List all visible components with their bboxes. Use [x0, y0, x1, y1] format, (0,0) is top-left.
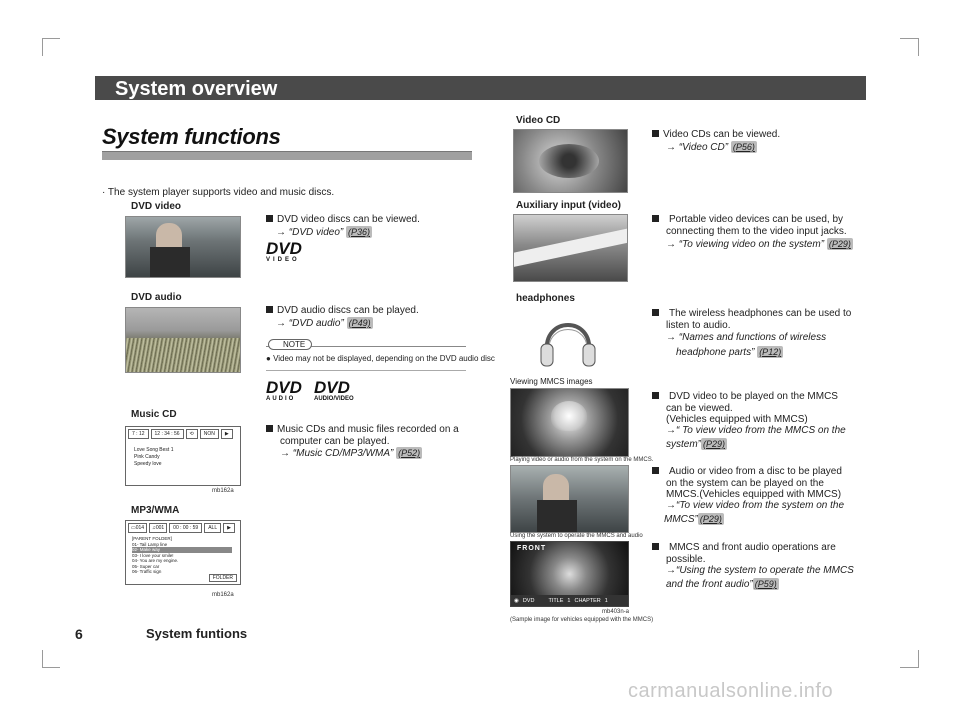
dvd-source: DVD	[522, 597, 535, 604]
play-icon: ▶	[221, 429, 233, 439]
mode-box: NON	[200, 429, 219, 439]
list-item: 02- Make way	[132, 547, 232, 553]
mmcs-label: Viewing MMCS images	[510, 377, 593, 386]
list-item: 01- Tail Lamp line	[132, 541, 168, 547]
parent-folder: [PARENT FOLDER]	[132, 536, 172, 541]
mmcs-caption-3: (Sample image for vehicles equipped with the MMCS)	[510, 617, 654, 623]
cd-line: Speedy love	[134, 461, 162, 467]
note-text: ● Video may not be displayed, depending on the DVD audio disc	[266, 354, 495, 363]
dvd-audio-ref: → “DVD audio” (P49)	[276, 318, 371, 329]
title-label: TITLE	[548, 597, 564, 604]
music-cd-label: Music CD	[131, 409, 177, 420]
video-cd-image	[513, 129, 628, 193]
dvd-audio-label: DVD audio	[131, 292, 182, 303]
chapter-number: 1	[604, 597, 608, 604]
mmcs-bullet-1: DVD video to be played on the MMCS	[652, 391, 838, 403]
mmcs-caption-1: Playing video or audio from the system on the MMCS.	[510, 457, 654, 463]
mmcs-bullet-1-ref-2: system” (P29)	[666, 439, 726, 450]
crop-mark	[918, 650, 919, 668]
mode-box: ALL	[204, 523, 221, 533]
intro-text: · The system player supports video and music discs.	[102, 187, 335, 198]
crop-mark	[42, 650, 43, 668]
cd-line: Pink Candy	[134, 454, 160, 460]
repeat-icon: ⟲	[186, 429, 198, 439]
aux-ref: → “To viewing video on the system” (P29)	[666, 239, 851, 250]
headphones-ref-2: headphone parts” (P12)	[676, 347, 782, 358]
headphones-image	[533, 306, 603, 372]
crop-mark	[42, 667, 60, 668]
headphones-desc-2: listen to audio.	[666, 320, 731, 331]
page-number: 6	[75, 626, 83, 642]
mmcs-bullet-2-ref-2: MMCS” (P29)	[664, 514, 722, 525]
dvd-video-logo: DVD VIDEO	[266, 239, 302, 263]
video-cd-ref: → “Video CD” (P56)	[666, 142, 755, 153]
list-item: 06- Traffic sign	[132, 569, 162, 574]
dvd-video-label: DVD video	[131, 201, 182, 212]
mmcs-bullet-2-ref: →“To view video from the system on the	[666, 500, 845, 511]
headphones-ref: → “Names and functions of wireless	[666, 332, 827, 343]
aux-label: Auxiliary input (video)	[516, 200, 622, 211]
music-cd-code: mb162a	[212, 488, 234, 494]
music-cd-desc-2: computer can be played.	[280, 436, 390, 447]
aux-desc-2: connecting them to the video input jacks.	[666, 226, 847, 237]
mmcs-bullet-3-line: possible.	[666, 554, 706, 565]
aux-image	[513, 214, 628, 282]
note-badge: NOTE	[268, 339, 312, 350]
watermark[interactable]: carmanualsonline.info	[628, 680, 834, 702]
front-label: FRONT	[517, 545, 547, 552]
mp3-screen	[125, 520, 241, 585]
section-title: System functions	[102, 124, 281, 149]
headphones-desc: The wireless headphones can be used to	[652, 308, 851, 320]
dvd-video-image	[125, 216, 241, 278]
dvd-audio-image	[125, 307, 241, 373]
crop-mark	[42, 38, 60, 39]
dvd-audio-logo: DVD AUDIO	[266, 378, 302, 402]
mmcs-bullet-3-ref: →“Using the system to operate the MMCS	[666, 565, 854, 576]
mp3-label: MP3/WMA	[131, 505, 180, 516]
mmcs-screen	[510, 541, 629, 607]
dvd-audio-desc: DVD audio discs can be played.	[266, 305, 419, 317]
section-rule	[102, 151, 472, 160]
page-header-title: System overview	[115, 78, 278, 100]
video-cd-label: Video CD	[516, 115, 561, 126]
dvd-video-ref: → “DVD video” (P36)	[276, 227, 371, 238]
list-item: 03- I love your smile!	[132, 552, 174, 558]
mmcs-bullet-2: Audio or video from a disc to be played	[652, 466, 842, 478]
mmcs-image-2	[510, 465, 629, 533]
list-item: 05- Super car	[132, 563, 160, 569]
dvd-video-desc: DVD video discs can be viewed.	[266, 214, 420, 226]
music-cd-desc: Music CDs and music files recorded on a	[266, 424, 459, 436]
folder-count: ▭014	[128, 523, 147, 533]
title-number: 1	[567, 597, 571, 604]
mmcs-image-1	[510, 388, 629, 457]
list-item: 04- You are my engine.	[132, 558, 179, 563]
note-bottom-rule	[266, 370, 466, 371]
headphones-label: headphones	[516, 293, 575, 304]
music-cd-screen	[125, 426, 241, 486]
mmcs-bullet-2-line: on the system can be played on the	[666, 478, 824, 489]
chapter-label: CHAPTER	[574, 597, 601, 604]
cd-line: Love Song Best 1	[134, 447, 174, 453]
crop-mark	[918, 38, 919, 56]
time-box: 00 : 00 : 59	[169, 523, 202, 533]
play-icon: ▶	[223, 523, 235, 533]
aux-desc: Portable video devices can be used, by	[652, 214, 843, 226]
crop-mark	[900, 667, 918, 668]
mmcs-bullet-1-line: can be viewed.	[666, 403, 733, 414]
mmcs-bullet-3: MMCS and front audio operations are	[652, 542, 836, 554]
video-cd-desc: Video CDs can be viewed.	[652, 129, 780, 141]
crop-mark	[42, 38, 43, 56]
mp3-code: mb162a	[212, 592, 234, 598]
mmcs-bullet-1-ref: →“ To view video from the MMCS on the	[666, 425, 846, 436]
footer-title: System funtions	[146, 626, 248, 641]
mmcs-bullet-1-line: (Vehicles equipped with MMCS)	[666, 414, 808, 425]
file-count: ♫001	[149, 523, 167, 533]
mmcs-bullet-2-line: MMCS.(Vehicles equipped with MMCS)	[666, 489, 842, 500]
time-box: 12 : 34 : 56	[151, 429, 184, 439]
crop-mark	[900, 38, 918, 39]
track-box: 7 : 12	[128, 429, 149, 439]
dvd-audio-video-logo: DVD AUDIO/VIDEO	[314, 378, 354, 402]
disc-icon: ◉	[514, 597, 519, 604]
music-cd-ref: → “Music CD/MP3/WMA” (P52)	[280, 448, 421, 459]
folder-button: FOLDER	[209, 574, 237, 582]
mmcs-bullet-3-ref-2: and the front audio” (P59)	[666, 579, 777, 590]
mmcs-code: mb403n-a	[602, 609, 630, 615]
mmcs-caption-2: Using the system to operate the MMCS and audio	[510, 533, 643, 539]
